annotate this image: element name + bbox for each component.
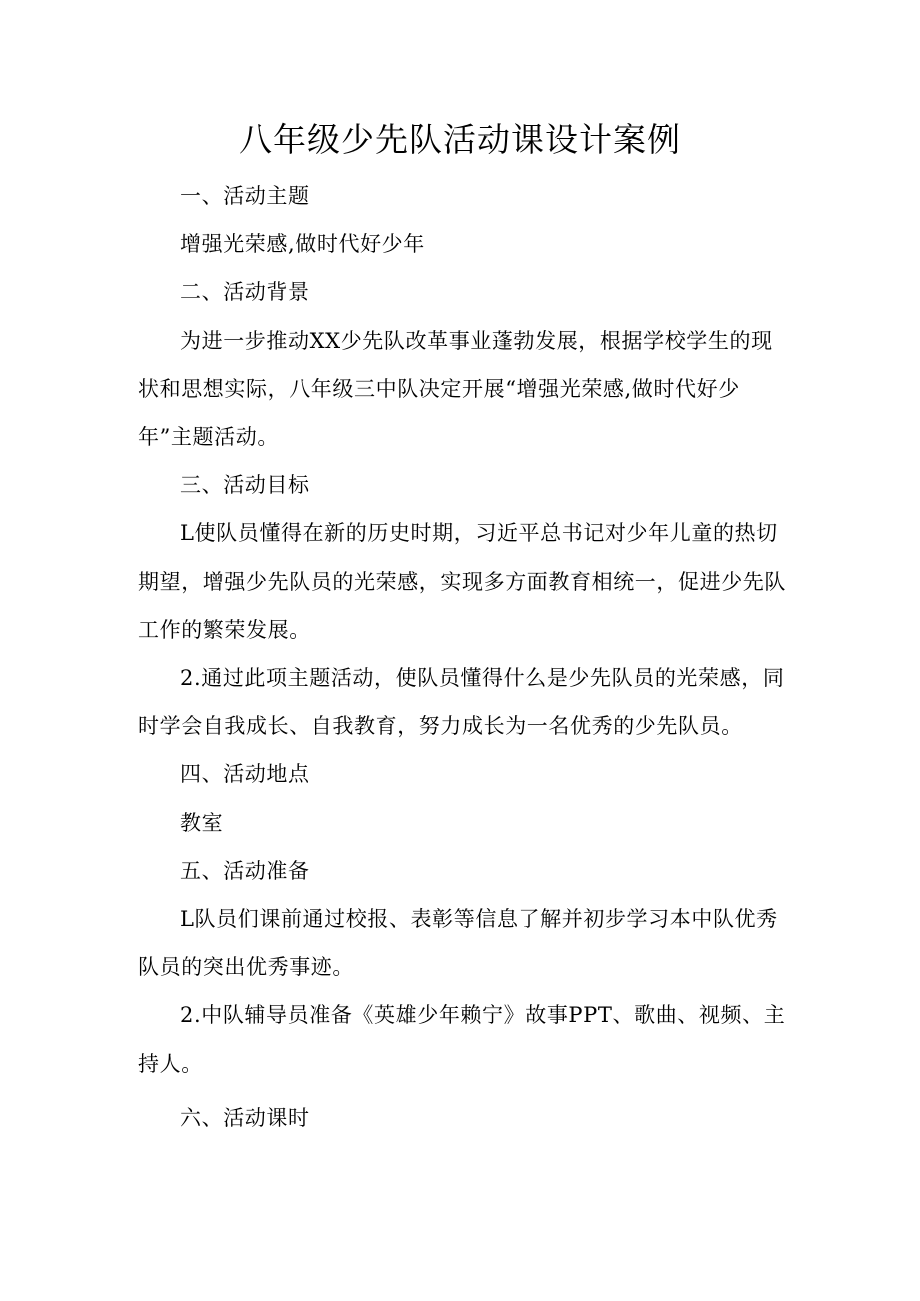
paragraph: L使队员懂得在新的历史时期，习近平总书记对少年儿童的热切期望，增强少先队员的光荣感，实现多方面教育相统一，促进少先队工作的繁荣发展。 (138, 521, 786, 642)
paragraph: 2.通过此项主题活动，使队员懂得什么是少先队员的光荣感，同时学会自我成长、自我教育，努力成长为一名优秀的少先队员。 (138, 666, 785, 739)
section-heading: 六、活动课时 (180, 1105, 310, 1130)
paragraph: 2.中队辅导员准备《英雄少年赖宁》故事PPT、歌曲、视频、主持人。 (138, 1003, 786, 1076)
paragraph: 为进一步推动XX少先队改革事业蓬勃发展，根据学校学生的现状和思想实际，八年级三中队决定开展“增强光荣感,做时代好少年”主题活动。 (138, 328, 773, 450)
paragraph: L队员们课前通过校报、表彰等信息了解并初步学习本中队优秀队员的突出优秀事迹。 (138, 907, 778, 980)
paragraph: 教室 (180, 810, 224, 835)
paragraph: 增强光荣感,做时代好少年 (180, 232, 425, 257)
document-body (138, 172, 788, 1142)
section-heading: 三、活动目标 (180, 473, 310, 498)
section-heading: 四、活动地点 (180, 762, 310, 787)
section-heading: 五、活动准备 (180, 858, 310, 883)
document-title: 八年级少先队活动课设计案例 (239, 120, 681, 159)
section-heading: 一、活动主题 (180, 184, 310, 208)
section-heading: 二、活动背景 (180, 280, 310, 305)
